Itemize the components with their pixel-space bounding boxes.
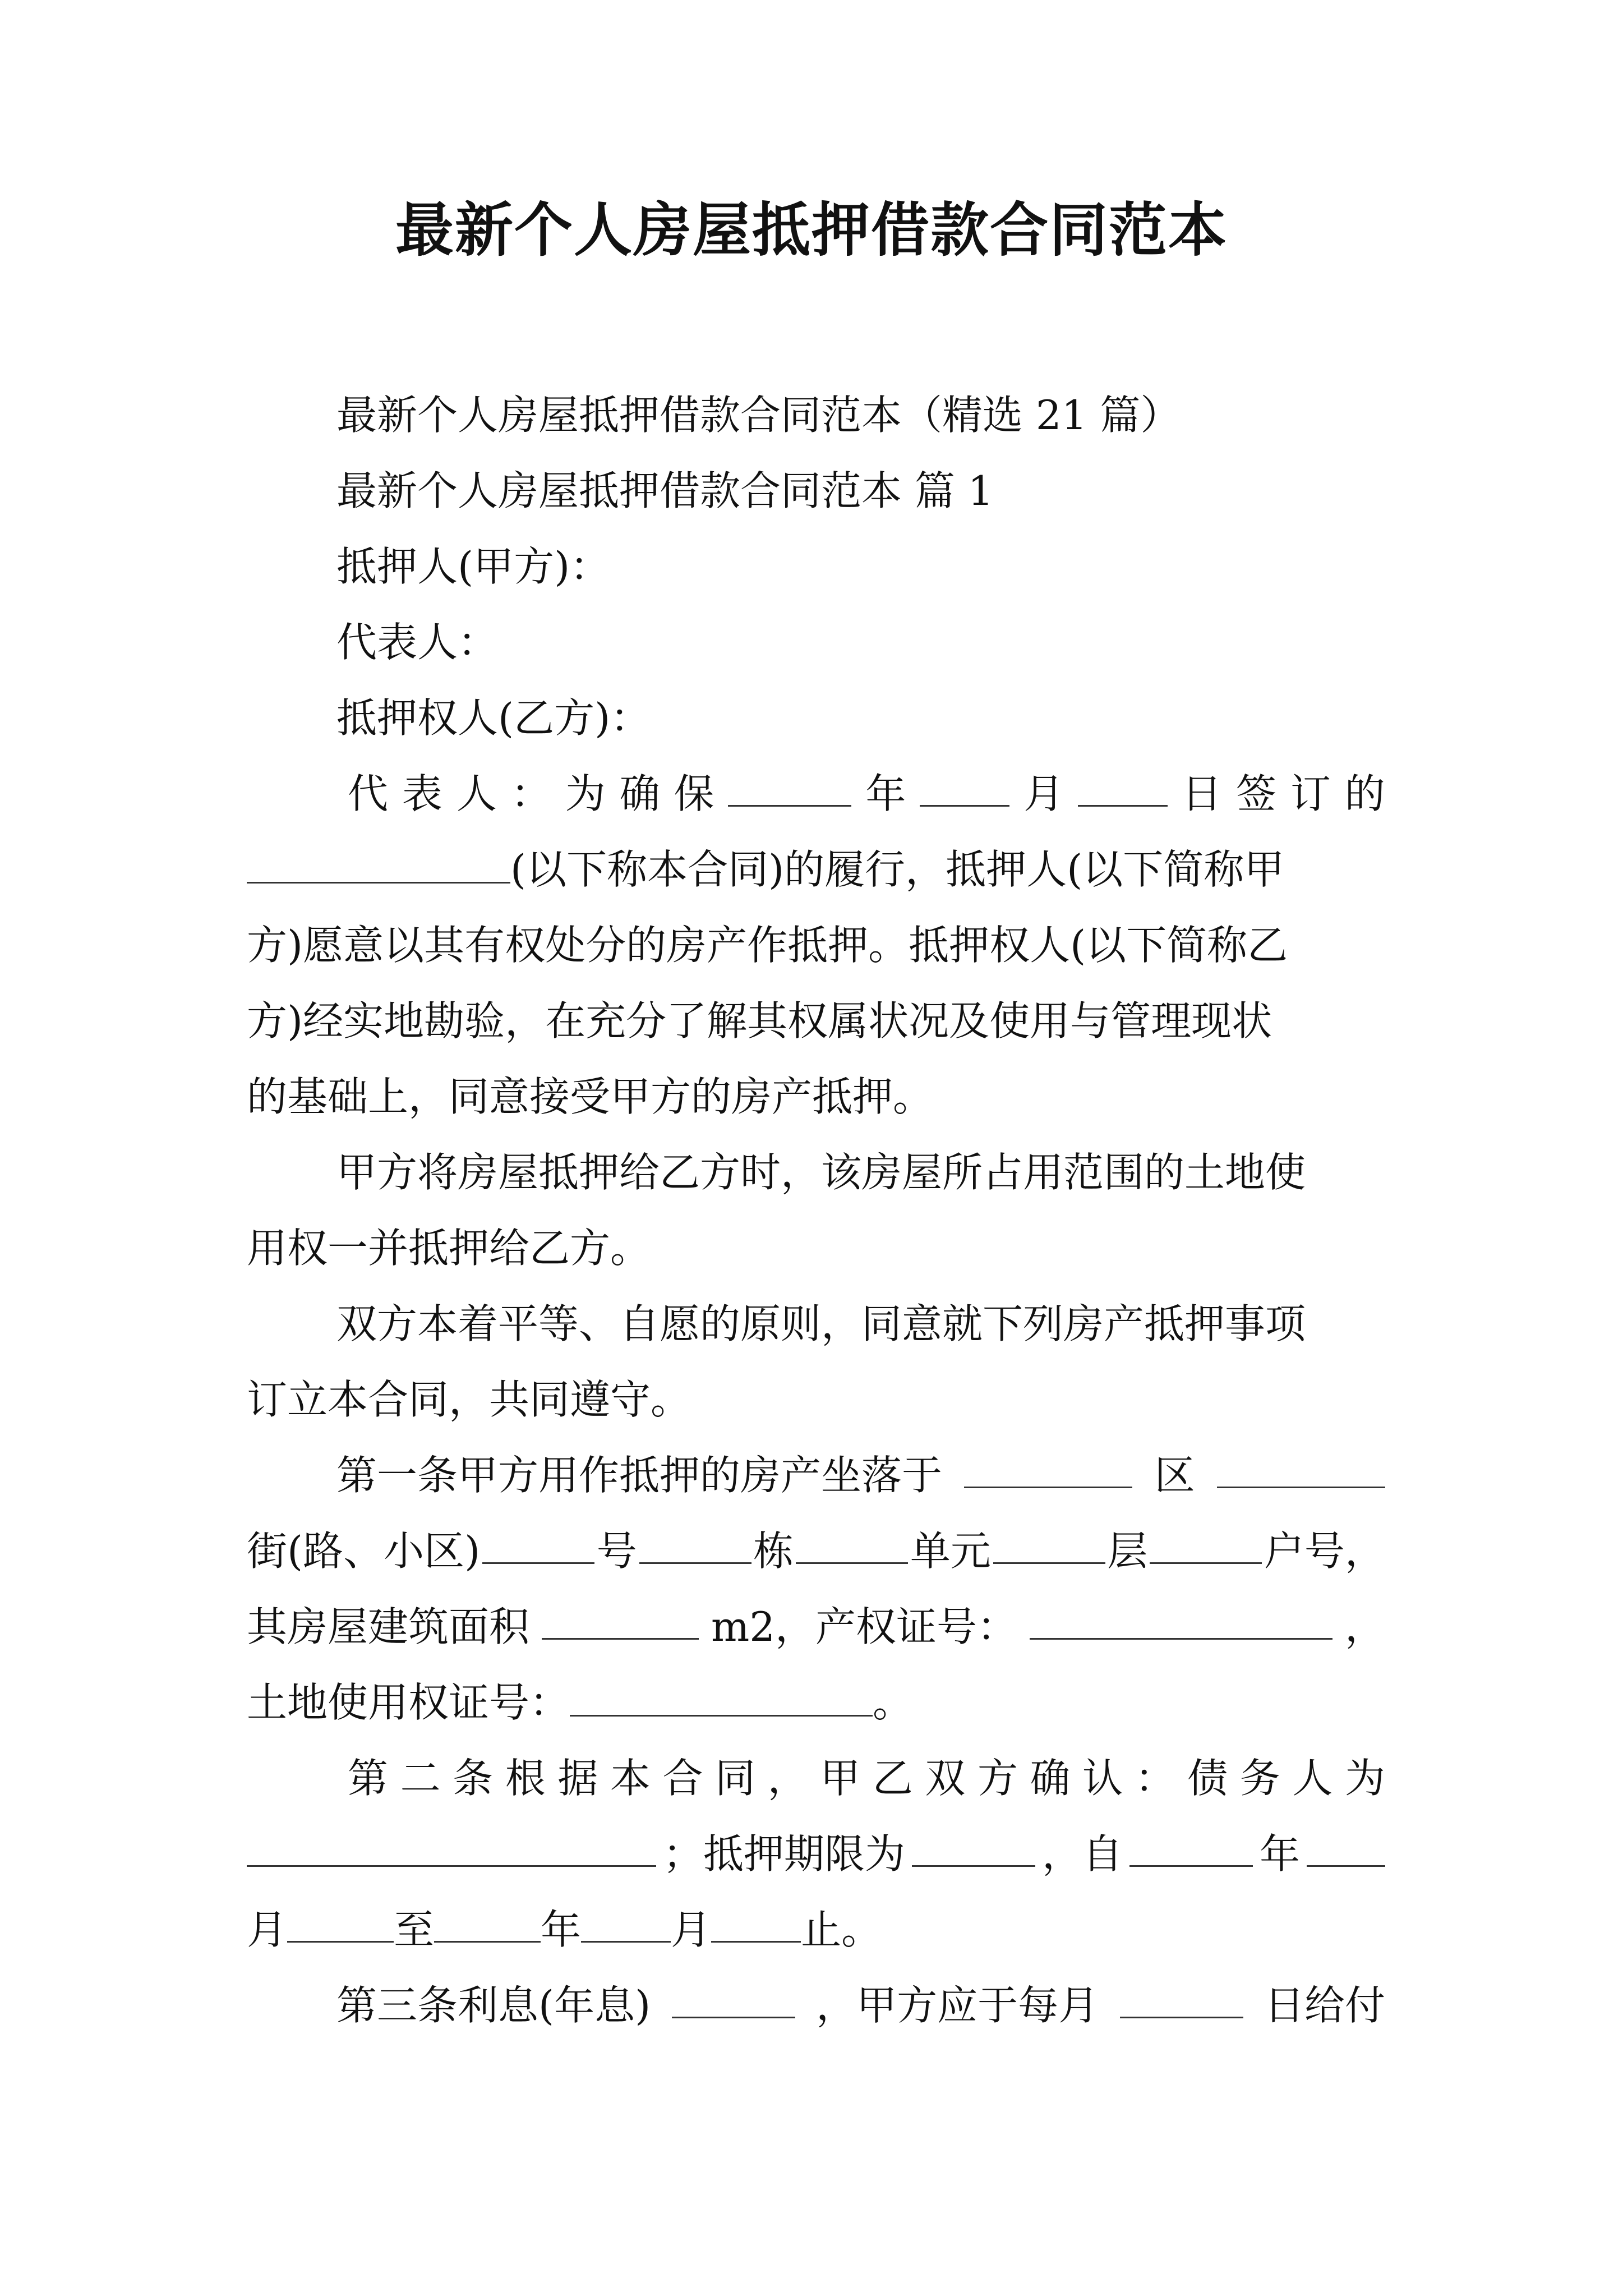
blank-field [1307,1826,1385,1867]
blank-field [1129,1826,1253,1867]
representative-label: 代表人： [336,619,499,666]
blank-field [912,1826,1035,1867]
article-2-line: 第 二 条 根 据 本 合 同 ， 甲 乙 双 方 确 认 ： 债 务 人 为 [348,1755,1385,1802]
mortgagee-label: 抵押权人(乙方)： [336,694,651,742]
article-1-line: 其房屋建筑面积 m2，产权证号： ， [247,1599,1385,1655]
blank-field [247,1826,656,1867]
blank-field [964,1447,1132,1488]
paragraph-line: 代 表 人 ： 为 确 保 年 月 日 签 订 的 [348,766,1385,822]
article-1-line: 第一条甲方用作抵押的房产坐落于 区 [336,1447,1385,1503]
blank-field [570,1676,873,1717]
article-1-line: 土地使用权证号： 。 [247,1674,913,1731]
paragraph-line: (以下称本合同)的履行，抵押人(以下简称甲 [247,841,1284,898]
blank-field [1030,1599,1332,1640]
blank-field [639,1523,751,1564]
blank-field [1217,1447,1385,1488]
blank-field [287,1902,394,1943]
paragraph-line: 甲方将房屋抵押给乙方时，该房屋所占用范围的土地使 [336,1149,1306,1196]
blank-field [542,1599,699,1640]
subtitle-selection: 最新个人房屋抵押借款合同范本（精选 21 篇） [336,392,1181,439]
article-1-line: 街(路、小区) 号 栋 单元 层 户号， [247,1523,1385,1579]
blank-field [1078,766,1168,807]
blank-field [482,1523,594,1564]
blank-field [728,766,851,807]
blank-field [434,1902,541,1943]
article-3-line: 第三条利息(年息) ，甲方应于每月 日给付 [336,1977,1385,2033]
paragraph-line: 订立本合同，共同遵守。 [247,1376,691,1423]
blank-field [796,1523,908,1564]
paragraph-line: 的基础上，同意接受甲方的房产抵押。 [247,1073,934,1120]
mortgagor-label: 抵押人(甲方)： [336,543,611,590]
paragraph-line: 用权一并抵押给乙方。 [247,1225,651,1272]
document-title: 最新个人房屋抵押借款合同范本 [395,195,1228,264]
blank-field [247,843,510,884]
section-heading: 最新个人房屋抵押借款合同范本 篇 1 [336,467,994,514]
blank-field [920,766,1009,807]
blank-field [672,1977,795,2018]
blank-field [1120,1977,1243,2018]
blank-field [993,1523,1105,1564]
blank-field [581,1902,671,1943]
paragraph-line: 方)经实地勘验，在充分了解其权属状况及使用与管理现状 [247,997,1272,1045]
blank-field [711,1902,801,1943]
blank-field [1150,1523,1262,1564]
article-2-line: ；抵押期限为 ，自 年 [247,1826,1385,1882]
paragraph-line: 双方本着平等、自愿的原则，同意就下列房产抵押事项 [336,1300,1306,1347]
article-2-line: 月 至 年 月 止。 [247,1902,882,1958]
paragraph-line: 方)愿意以其有权处分的房产作抵押。抵押权人(以下简称乙 [247,922,1288,969]
